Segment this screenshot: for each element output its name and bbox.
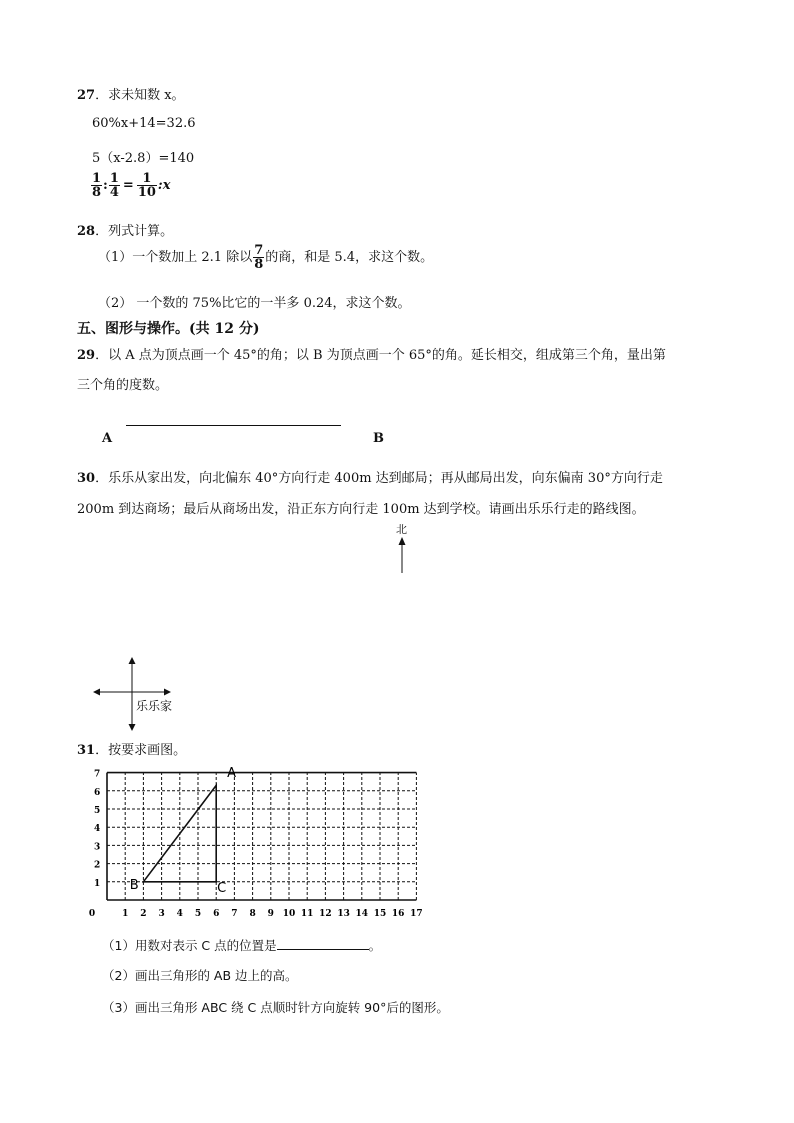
grid-lines [107,773,416,900]
q29-number: 29 [77,348,96,363]
y-tick-label: 7 [94,769,101,780]
q27-heading [77,84,185,103]
y-tick-label: 4 [94,824,101,835]
y-tick-label: 3 [94,842,101,853]
q28-item-2: （2） 一个数的 75%比它的一半多 0.24，求这个数。 [98,296,411,311]
x-tick-label: 15 [373,909,387,919]
q27-equation-2: 5（x-2.8）=140 [92,151,195,166]
section-5-heading: 五、图形与操作。(共 12 分) [77,321,260,337]
x-tick-label: 8 [249,909,256,919]
ratio-colon: : [103,178,108,193]
x-tick-label: 17 [410,909,423,919]
y-axis-ticks [94,770,100,889]
north-arrow-icon [395,536,409,574]
x-tick-label: 5 [194,909,202,919]
q29-line-1 [77,344,666,363]
fraction-1-4: $\frac{1}{4}$ [109,171,119,200]
q28-title: ．列式计算。 [95,224,174,239]
x-tick-label: 0 [88,909,96,919]
q31-number: 31 [77,743,96,758]
q29-line-2: 三个角的度数。 [77,378,169,393]
x-tick-label: 3 [158,909,165,919]
q30-line-2: 200m 到达商场；最后从商场出发，沿正东方向行走 100m 达到学校。请画出乐乐行走的路线图。 [77,502,645,517]
x-tick-label: 13 [337,909,350,919]
q27-number: 27 [77,88,96,103]
x-tick-label: 7 [231,909,238,919]
x-tick-label: 16 [391,909,405,919]
y-tick-label: 5 [94,806,101,816]
north-label: 北 [396,523,407,536]
x-tick-label: 9 [267,909,274,919]
x-tick-label: 11 [300,909,314,919]
q29-text-1: ．以 A 点为顶点画一个 45°的角；以 B 为顶点画一个 65°的角。延长相交，组成第三个角，量出第 [95,348,666,363]
q31-item-1 [102,936,381,954]
q27-equation-3 [90,172,170,199]
home-label: 乐乐家 [136,699,173,713]
x-axis-ticks [89,909,423,919]
y-tick-label: 1 [94,878,101,889]
vertex-c-label: C [217,880,227,896]
coordinate-grid [88,766,428,922]
q31-item-1-end: 。 [368,938,382,953]
q31-item-1-text: （1）用数对表示 C 点的位置是 [102,938,277,953]
q28-item-1-prefix: （1）一个数加上 2.1 除以 [98,250,253,265]
q31-title: ．按要求画图。 [95,743,187,758]
vertex-a-label: A [227,766,237,782]
fraction-1-10: $\frac{1}{10}$ [137,171,156,200]
q28-heading [77,220,173,239]
q28-number: 28 [77,224,96,239]
x-tick-label: 1 [122,909,129,919]
y-tick-label: 6 [94,787,101,798]
fraction-7-8: $\frac{7}{8}$ [254,243,264,272]
x-tick-label: 2 [140,909,147,919]
answer-blank[interactable] [277,937,369,950]
fraction-1-8: $\frac{1}{8}$ [92,171,102,200]
q30-number: 30 [77,471,96,486]
q31-heading [77,739,186,758]
q28-item-1-suffix: 的商，和是 5.4，求这个数。 [265,250,434,265]
q31-item-3: （3）画出三角形 ABC 绕 C 点顺时针方向旋转 90°后的图形。 [102,1000,449,1015]
segment-ab [126,425,341,426]
q30-line-1 [77,467,663,486]
equals-sign: = [122,178,134,193]
vertex-b-label: B [129,878,139,894]
q27-equation-1: 60%x+14=32.6 [92,116,196,131]
q31-item-2: （2）画出三角形的 AB 边上的高。 [102,968,298,983]
point-a-label: A [102,431,113,446]
y-tick-label: 2 [94,860,101,871]
q30-text-1: ．乐乐从家出发，向北偏东 40°方向行走 400m 达到邮局；再从邮局出发，向东偏南 30°方向行走 [95,471,663,486]
x-tick-label: 10 [282,909,296,919]
q27-title: ．求未知数 x。 [95,88,185,103]
q28-item-1 [98,244,433,271]
x-tick-label: 14 [355,909,369,919]
compass-cross-icon [92,656,172,732]
x-tick-label: 12 [319,909,332,919]
x-tick-label: 4 [176,909,183,919]
ratio-tail: :x [157,178,171,193]
x-tick-label: 6 [213,909,220,919]
point-b-label: B [373,431,384,446]
